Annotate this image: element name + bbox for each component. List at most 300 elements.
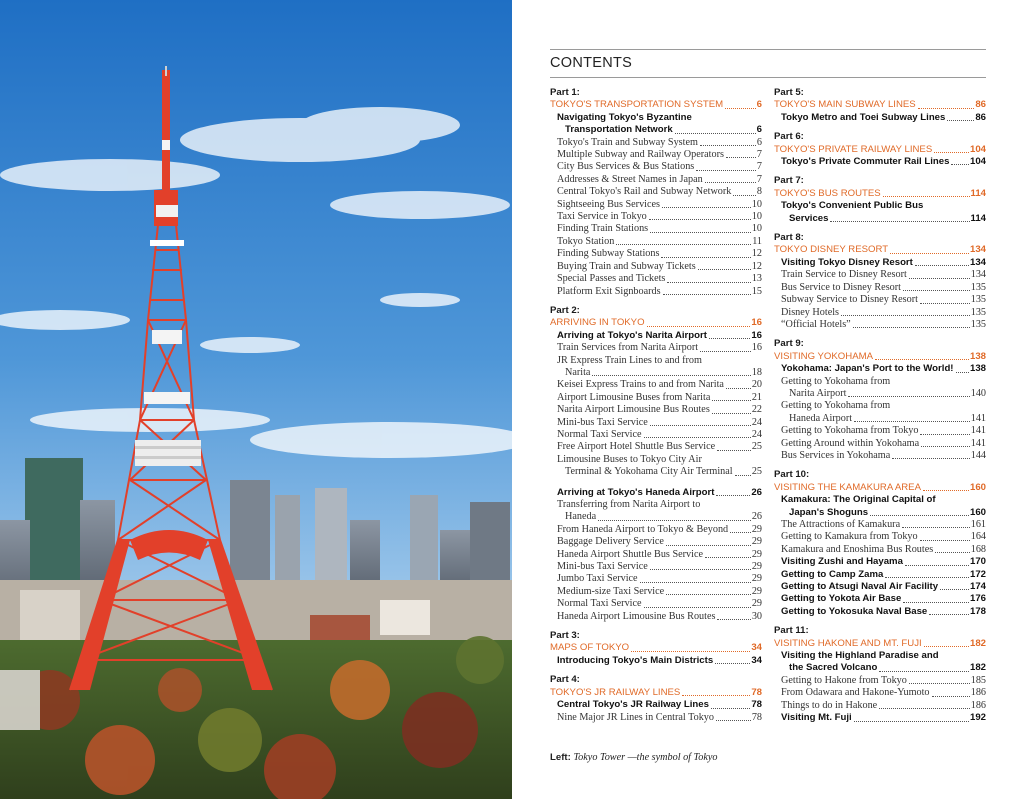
toc-entry[interactable]: [774, 687, 986, 699]
toc-entry-page: 161: [970, 519, 986, 530]
toc-entry[interactable]: [550, 367, 762, 379]
toc-part-label: Part 4:: [550, 674, 580, 686]
toc-leader-dots: [956, 372, 969, 373]
toc-entry-title-line: Tokyo's Convenient Public Bus: [781, 200, 924, 212]
toc-entry-page: 170: [969, 556, 986, 568]
toc-leader-dots: [717, 619, 750, 620]
toc-leader-dots: [649, 219, 751, 220]
toc-entry-title: Kamakura and Enoshima Bus Routes: [781, 543, 934, 555]
toc-entry-page: 114: [970, 212, 986, 224]
toc-section-title: TOKYO'S TRANSPORTATION SYSTEM: [550, 99, 724, 111]
toc-entry[interactable]: [774, 675, 986, 687]
toc-leader-dots: [647, 317, 751, 326]
toc-leader-dots: [661, 257, 750, 258]
toc-entry-page: 11: [752, 235, 762, 247]
toc-entry-title: Disney Hotels: [781, 306, 840, 318]
toc-leader-dots: [715, 663, 750, 664]
toc-entry-page: 15: [751, 285, 762, 297]
contents-page: [512, 0, 1022, 799]
toc-entry-title: Yokohama: Japan's Port to the World!: [781, 363, 954, 375]
toc-entry-page: 178: [969, 605, 986, 617]
toc-entry[interactable]: [550, 149, 762, 161]
toc-entry-page: 192: [969, 712, 986, 724]
toc-entry-page: 141: [970, 425, 986, 437]
toc-entry[interactable]: [550, 573, 762, 585]
toc-entry-title: Mini-bus Taxi Service: [557, 561, 648, 573]
toc-entry-title: Special Passes and Tickets: [557, 273, 666, 285]
toc-entry[interactable]: [774, 307, 986, 319]
toc-leader-dots: [712, 413, 751, 414]
toc-entry[interactable]: [550, 598, 762, 610]
toc-section-heading[interactable]: [774, 188, 986, 200]
toc-entry[interactable]: [774, 700, 986, 712]
toc-entry[interactable]: [550, 248, 762, 260]
toc-entry-page: 141: [970, 412, 986, 424]
toc-leader-dots: [631, 642, 750, 651]
toc-section-heading[interactable]: [550, 317, 762, 329]
toc-section-page: 16: [751, 317, 762, 329]
toc-entry-page: 134: [970, 269, 986, 281]
toc-entry[interactable]: [550, 223, 762, 235]
toc-entry-title: Bus Service to Disney Resort: [781, 281, 901, 293]
caption-text: Tokyo Tower —the symbol of Tokyo: [573, 752, 718, 763]
toc-entry-page: 7: [756, 161, 762, 173]
toc-entry[interactable]: [550, 524, 762, 536]
toc-entry[interactable]: [550, 199, 762, 211]
toc-leader-dots: [870, 515, 969, 516]
toc-entry[interactable]: [550, 712, 762, 724]
toc-entry[interactable]: [550, 342, 762, 354]
toc-entry-page: 29: [751, 561, 762, 573]
toc-entry[interactable]: [774, 213, 986, 225]
toc-entry-page: 168: [970, 543, 986, 555]
toc-section-title: TOKYO'S MAIN SUBWAY LINES: [774, 99, 916, 111]
toc-section-title: ARRIVING IN TOKYO: [550, 317, 645, 329]
toc-leader-dots: [929, 614, 969, 615]
heading-rule: [550, 77, 986, 78]
toc-entry-title: “Official Hotels”: [781, 318, 851, 330]
toc-entry[interactable]: [550, 536, 762, 548]
toc-entry-page: 29: [751, 573, 762, 585]
toc-entry[interactable]: [550, 211, 762, 223]
toc-entry-title: Getting to Camp Zama: [781, 568, 884, 580]
toc-entry-title-line: Getting to Yokohama from: [781, 400, 891, 412]
toc-entry[interactable]: [550, 379, 762, 391]
toc-entry-title: Airport Limousine Buses from Narita: [557, 391, 711, 403]
toc-entry[interactable]: [774, 507, 986, 519]
toc-entry-page: 29: [751, 536, 762, 548]
toc-entry[interactable]: [774, 438, 986, 450]
toc-leader-dots: [650, 232, 751, 233]
toc-section-heading[interactable]: [550, 99, 762, 111]
toc-entry-title: Visiting Zushi and Hayama: [781, 556, 903, 568]
toc-part-label: Part 6:: [774, 131, 804, 143]
toc-leader-dots: [696, 170, 756, 171]
toc-entry[interactable]: [774, 606, 986, 618]
toc-entry[interactable]: [550, 466, 762, 478]
toc-entry-page: 6: [756, 136, 762, 148]
toc-entry-title: Visiting Tokyo Disney Resort: [781, 256, 913, 268]
toc-entry[interactable]: [774, 319, 986, 331]
toc-section-page: 78: [751, 686, 762, 698]
toc-entry-page: 186: [970, 687, 986, 699]
toc-leader-dots: [726, 388, 751, 389]
toc-leader-dots: [700, 145, 756, 146]
toc-entry[interactable]: [550, 441, 762, 453]
toc-entry[interactable]: [550, 137, 762, 149]
toc-leader-dots: [892, 458, 969, 459]
toc-section-title: VISITING HAKONE AND MT. FUJI: [774, 637, 922, 649]
toc-leader-dots: [666, 594, 751, 595]
toc-entry[interactable]: [550, 392, 762, 404]
toc-entry[interactable]: [774, 712, 986, 724]
toc-entry[interactable]: [774, 450, 986, 462]
toc-entry[interactable]: [550, 487, 762, 499]
toc-entry-title: Keisei Express Trains to and from Narita: [557, 379, 724, 391]
toc-section-page: 134: [969, 244, 986, 256]
toc-entry-page: 182: [969, 662, 986, 674]
toc-leader-dots: [879, 671, 969, 672]
toc-entry[interactable]: [774, 282, 986, 294]
toc-entry-title: Baggage Delivery Service: [557, 536, 664, 548]
toc-entry-page: 34: [751, 654, 762, 666]
toc-part-label: Part 1:: [550, 87, 580, 98]
toc-leader-dots: [705, 557, 751, 558]
toc-section-page: 34: [751, 642, 762, 654]
toc-entry-title: the Sacred Volcano: [789, 662, 878, 674]
toc-entry[interactable]: [774, 112, 986, 124]
toc-entry-title: Platform Exit Signboards: [557, 285, 661, 297]
toc-leader-dots: [879, 708, 970, 709]
toc-section-heading[interactable]: [550, 687, 762, 699]
toc-entry-page: 135: [970, 306, 986, 318]
toc-leader-dots: [712, 400, 750, 401]
toc-leader-dots: [650, 425, 751, 426]
toc-entry[interactable]: [774, 531, 986, 543]
toc-entry-title: Narita Airport: [789, 387, 847, 399]
toc-leader-dots: [830, 221, 969, 222]
toc-leader-dots: [923, 482, 969, 491]
toc-entry[interactable]: [550, 273, 762, 285]
toc-entry-page: 29: [751, 523, 762, 535]
toc-entry-title: Getting to Yokosuka Naval Base: [781, 605, 928, 617]
toc-entry-title: Taxi Service in Tokyo: [557, 211, 647, 223]
toc-entry-title: Finding Subway Stations: [557, 248, 660, 260]
toc-section-page: 6: [756, 99, 762, 111]
toc-entry-title: From Odawara and Hakone-Yumoto: [781, 687, 930, 699]
toc-entry[interactable]: [550, 611, 762, 623]
toc-entry[interactable]: [774, 569, 986, 581]
toc-entry[interactable]: [550, 549, 762, 561]
toc-entry-page: 29: [751, 548, 762, 560]
toc-leader-dots: [733, 195, 756, 196]
toc-entry-title: Tokyo Station: [557, 235, 615, 247]
toc-section-title: TOKYO DISNEY RESORT: [774, 244, 889, 256]
photo-caption: [550, 752, 718, 763]
toc-entry[interactable]: [550, 561, 762, 573]
toc-leader-dots: [667, 282, 750, 283]
toc-section-page: 160: [969, 481, 986, 493]
toc-section-page: 182: [969, 637, 986, 649]
toc-entry-page: 78: [751, 711, 762, 723]
toc-section-heading[interactable]: [774, 144, 986, 156]
toc-entry-title: Mini-bus Taxi Service: [557, 416, 648, 428]
toc-entry[interactable]: [774, 388, 986, 400]
toc-leader-dots: [920, 434, 969, 435]
toc-entry-page: 138: [969, 363, 986, 375]
toc-leader-dots: [644, 607, 751, 608]
toc-entry-page: 172: [969, 568, 986, 580]
toc-entry-title: Terminal & Yokohama City Air Terminal: [565, 466, 733, 478]
toc-section-heading[interactable]: [774, 482, 986, 494]
toc-entry-page: 30: [751, 610, 762, 622]
toc-leader-dots: [854, 421, 970, 422]
toc-part-label: Part 2:: [550, 304, 580, 316]
toc-leader-dots: [920, 540, 970, 541]
toc-entry[interactable]: [774, 294, 986, 306]
toc-entry-title-line: Transferring from Narita Airport to: [557, 499, 701, 510]
toc-entry[interactable]: [774, 544, 986, 556]
toc-entry[interactable]: [774, 662, 986, 674]
toc-section-page: 138: [969, 350, 986, 362]
toc-entry-title: Transportation Network: [565, 124, 673, 136]
toc-entry[interactable]: [550, 404, 762, 416]
toc-entry-page: 26: [751, 511, 762, 523]
toc-entry-title: Things to do in Hakone: [781, 699, 878, 711]
toc-entry[interactable]: [774, 581, 986, 593]
toc-leader-dots: [711, 708, 750, 709]
toc-entry[interactable]: [774, 269, 986, 281]
toc-entry-page: 26: [751, 486, 762, 498]
toc-part-label: Part 3:: [550, 630, 580, 642]
toc-section-heading[interactable]: [774, 638, 986, 650]
toc-leader-dots: [915, 265, 969, 266]
toc-entry[interactable]: [550, 699, 762, 711]
toc-entry-title: Arriving at Tokyo's Haneda Airport: [557, 486, 715, 498]
toc-entry[interactable]: [550, 655, 762, 667]
toc-leader-dots: [716, 495, 750, 496]
toc-section-page: 114: [970, 187, 986, 199]
toc-entry-title: Tokyo Metro and Toei Subway Lines: [781, 111, 946, 123]
toc-entry-page: 7: [756, 149, 762, 161]
toc-entry-title: Haneda Airport Limousine Bus Routes: [557, 610, 716, 622]
toc-entry-title: Train Services from Narita Airport: [557, 342, 699, 354]
toc-entry-title: Getting to Yokota Air Base: [781, 593, 902, 605]
toc-entry-page: 18: [751, 366, 762, 378]
toc-entry-page: 176: [969, 593, 986, 605]
toc-section-heading[interactable]: [774, 351, 986, 363]
toc-entry[interactable]: [774, 593, 986, 605]
caption-label: Left:: [550, 752, 571, 763]
toc-leader-dots: [705, 182, 756, 183]
toc-leader-dots: [934, 144, 969, 153]
toc-leader-dots: [902, 527, 970, 528]
toc-leader-dots: [920, 303, 970, 304]
toc-entry-title: Train Service to Disney Resort: [781, 269, 907, 281]
toc-entry-title: From Haneda Airport to Tokyo & Beyond: [557, 523, 729, 535]
toc-section-title: TOKYO'S PRIVATE RAILWAY LINES: [774, 143, 933, 155]
toc-entry-title: Haneda: [565, 511, 597, 523]
toc-entry-page: 164: [970, 531, 986, 543]
toc-entry[interactable]: [550, 586, 762, 598]
toc-entry[interactable]: [774, 257, 986, 269]
toc-entry-page: 186: [970, 699, 986, 711]
toc-entry[interactable]: [550, 511, 762, 523]
toc-entry[interactable]: [774, 363, 986, 375]
toc-entry-page: 24: [751, 428, 762, 440]
toc-entry-title: Medium-size Taxi Service: [557, 585, 665, 597]
toc-entry[interactable]: [774, 413, 986, 425]
toc-entry[interactable]: [550, 417, 762, 429]
toc-entry-page: 134: [969, 256, 986, 268]
toc-leader-dots: [932, 696, 970, 697]
toc-entry[interactable]: [774, 425, 986, 437]
toc-entry-page: 10: [751, 211, 762, 223]
toc-entry-title: Japan's Shoguns: [789, 506, 869, 518]
toc-entry[interactable]: [550, 261, 762, 273]
toc-entry-page: 135: [970, 318, 986, 330]
toc-leader-dots: [903, 290, 970, 291]
toc-entry-title: Haneda Airport: [789, 412, 853, 424]
toc-entry-title: Buying Train and Subway Tickets: [557, 260, 696, 272]
toc-section-title: VISITING THE KAMAKURA AREA: [774, 481, 921, 493]
toc-entry[interactable]: [550, 161, 762, 173]
toc-entry-page: 20: [751, 379, 762, 391]
toc-section-title: VISITING YOKOHAMA: [774, 350, 873, 362]
toc-leader-dots: [924, 638, 969, 647]
toc-entry-title: Getting to Atsugi Naval Air Facility: [781, 581, 939, 593]
toc-section-title: TOKYO'S JR RAILWAY LINES: [550, 686, 681, 698]
toc-leader-dots: [725, 99, 756, 108]
toc-leader-dots: [700, 351, 751, 352]
toc-entry-page: 16: [751, 329, 762, 341]
toc-entry-title: Services: [789, 212, 829, 224]
toc-section-page: 104: [969, 143, 986, 155]
toc-entry-page: 140: [970, 387, 986, 399]
toc-entry[interactable]: [550, 286, 762, 298]
toc-entry-page: 78: [751, 699, 762, 711]
toc-leader-dots: [675, 133, 756, 134]
toc-leader-dots: [853, 327, 970, 328]
toc-entry-title: Getting to Kamakura from Tokyo: [781, 531, 918, 543]
toc-entry-title: Getting to Yokohama from Tokyo: [781, 425, 919, 437]
toc-entry[interactable]: [774, 519, 986, 531]
toc-part-label: Part 8:: [774, 232, 804, 244]
toc-entry-page: 144: [970, 449, 986, 461]
toc-entry-title: Introducing Tokyo's Main Districts: [557, 654, 714, 666]
toc-part-label: Part 5:: [774, 87, 804, 98]
toc-entry[interactable]: [550, 429, 762, 441]
toc-entry[interactable]: [550, 236, 762, 248]
toc-leader-dots: [854, 721, 969, 722]
toc-leader-dots: [940, 589, 969, 590]
toc-leader-dots: [716, 720, 751, 721]
toc-entry-page: 141: [970, 437, 986, 449]
toc-leader-dots: [640, 582, 751, 583]
toc-entry-title: Central Tokyo's Rail and Subway Network: [557, 186, 732, 198]
toc-leader-dots: [726, 157, 756, 158]
toc-entry-page: 25: [751, 466, 762, 478]
toc-entry-page: 7: [756, 173, 762, 185]
toc-leader-dots: [841, 315, 970, 316]
toc-leader-dots: [735, 475, 751, 476]
toc-entry-title: Nine Major JR Lines in Central Tokyo: [557, 711, 714, 723]
toc-entry-title: Normal Taxi Service: [557, 428, 642, 440]
toc-entry[interactable]: [550, 124, 762, 136]
toc-leader-dots: [662, 207, 751, 208]
toc-entry-page: 86: [975, 111, 986, 123]
toc-entry-title: Narita Airport Limousine Bus Routes: [557, 404, 710, 416]
toc-leader-dots: [909, 278, 970, 279]
toc-entry-title: City Bus Services & Bus Stations: [557, 161, 695, 173]
toc-entry-page: 10: [751, 223, 762, 235]
toc-leader-dots: [935, 552, 969, 553]
toc-entry-page: 12: [751, 248, 762, 260]
toc-entry-title: Subway Service to Disney Resort: [781, 294, 918, 306]
toc-leader-dots: [903, 602, 969, 603]
toc-leader-dots: [698, 269, 751, 270]
toc-leader-dots: [890, 244, 969, 253]
toc-section-title: MAPS OF TOKYO: [550, 642, 630, 654]
toc-entry-page: 135: [970, 294, 986, 306]
toc-entry-page: 12: [751, 260, 762, 272]
toc-entry-page: 6: [756, 124, 762, 136]
toc-section-page: 86: [975, 99, 986, 111]
toc-entry-page: 21: [751, 391, 762, 403]
toc-leader-dots: [921, 446, 970, 447]
toc-entry-title: The Attractions of Kamakura: [781, 519, 901, 530]
toc-entry-title-line: Limousine Buses to Tokyo City Air: [557, 453, 702, 465]
toc-leader-dots: [616, 244, 751, 245]
toc-entry-title: Arriving at Tokyo's Narita Airport: [557, 329, 707, 341]
toc-entry-page: 104: [969, 156, 986, 168]
toc-entry-title: Multiple Subway and Railway Operators: [557, 149, 724, 161]
toc-section-title: TOKYO'S BUS ROUTES: [774, 187, 881, 199]
toc-entry[interactable]: [550, 330, 762, 342]
toc-entry-title: Getting Around within Yokohama: [781, 437, 920, 449]
toc-section-heading[interactable]: [550, 642, 762, 654]
toc-entry-title-line: Kamakura: The Original Capital of: [781, 494, 936, 506]
toc-entry-page: 16: [751, 342, 762, 354]
toc-entry-title: Normal Taxi Service: [557, 598, 642, 610]
toc-leader-dots: [951, 164, 969, 165]
toc-entry-title: Free Airport Hotel Shuttle Bus Service: [557, 441, 716, 453]
contents-column-left: [550, 87, 762, 724]
toc-entry[interactable]: [774, 156, 986, 168]
toc-entry-title: Jumbo Taxi Service: [557, 573, 638, 585]
toc-part-label: Part 7:: [774, 175, 804, 187]
toc-entry-title: Addresses & Street Names in Japan: [557, 173, 703, 185]
toc-entry[interactable]: [550, 174, 762, 186]
toc-leader-dots: [682, 687, 750, 696]
toc-leader-dots: [666, 545, 751, 546]
toc-part-label: Part 9:: [774, 338, 804, 350]
toc-entry[interactable]: [774, 556, 986, 568]
toc-leader-dots: [598, 520, 751, 521]
page-title: CONTENTS: [550, 55, 633, 71]
toc-entry-title: Sightseeing Bus Services: [557, 198, 660, 210]
toc-section-heading[interactable]: [774, 99, 986, 111]
toc-leader-dots: [883, 188, 970, 197]
toc-leader-dots: [905, 565, 969, 566]
toc-entry[interactable]: [550, 186, 762, 198]
toc-entry-title-line: Getting to Yokohama from: [781, 375, 891, 387]
toc-entry-page: 13: [751, 273, 762, 285]
toc-leader-dots: [885, 577, 969, 578]
toc-section-heading[interactable]: [774, 244, 986, 256]
toc-entry-title: Bus Services in Yokohama: [781, 449, 891, 461]
toc-entry-page: 10: [751, 198, 762, 210]
